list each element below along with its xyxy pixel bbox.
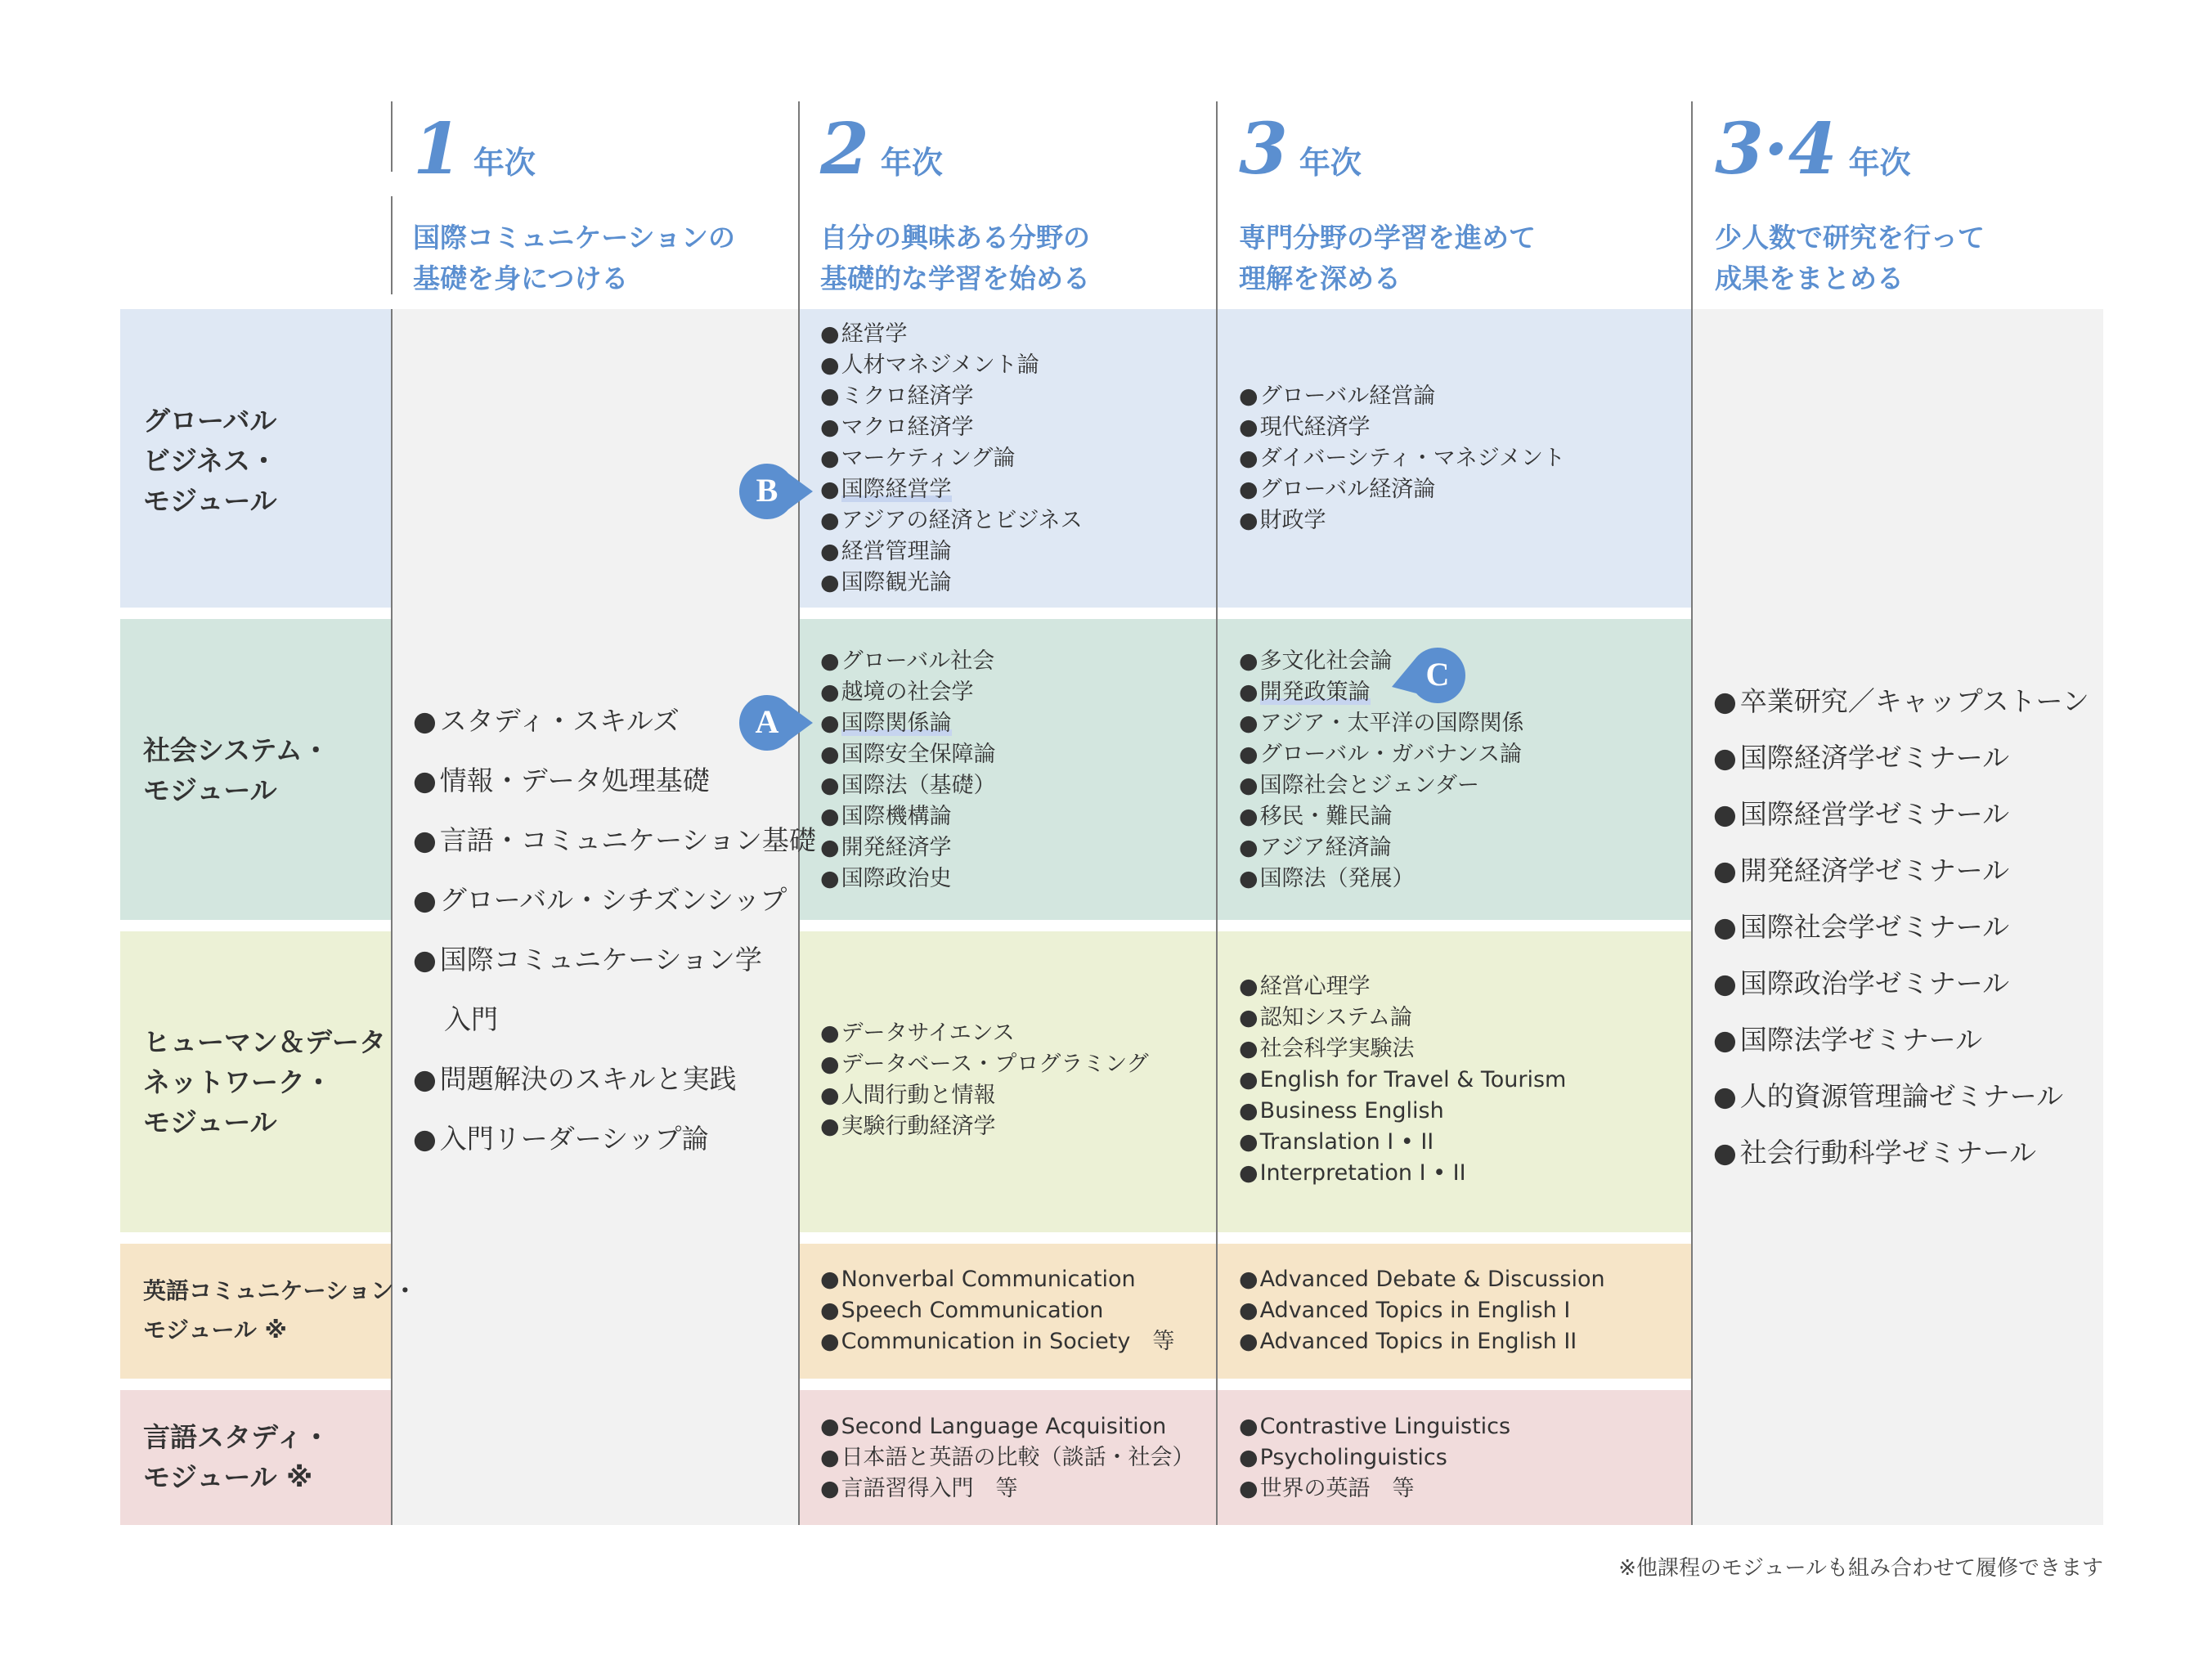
course-item: ● 国際政治学ゼミナール bbox=[1713, 955, 2089, 1011]
year34-course-list bbox=[1713, 673, 2089, 1181]
year3-english-list bbox=[1239, 1264, 1605, 1357]
course-item bbox=[1239, 677, 1523, 708]
year-subtitle: 専門分野の学習を進めて 理解を深める bbox=[1239, 222, 1536, 294]
course-item: ● ダイバーシティ・マネジメント bbox=[1239, 443, 1565, 474]
course-item: ● 認知システム論 bbox=[1239, 1002, 1566, 1034]
course-item: ● 経営管理論 bbox=[820, 536, 1083, 567]
course-item: ● グローバル経営論 bbox=[1239, 381, 1565, 412]
course-item: ● Interpretation I • II bbox=[1239, 1158, 1566, 1189]
year2-english-list bbox=[820, 1264, 1174, 1357]
course-item: ● アジアの経済とビジネス bbox=[820, 505, 1083, 536]
course-item: ● Advanced Debate & Discussion bbox=[1239, 1264, 1605, 1295]
divider bbox=[391, 196, 393, 294]
year-label: 年次 bbox=[1848, 145, 1911, 181]
course-item: ● マーケティング論 bbox=[820, 443, 1083, 474]
year1-course-list bbox=[413, 691, 816, 1168]
course-item: ● 国際経営学ゼミナール bbox=[1713, 786, 2089, 842]
callout-letter: C bbox=[1425, 656, 1450, 693]
course-item: ● 国際コミュニケーション学 入門 bbox=[413, 930, 816, 1049]
course-item: ● 財政学 bbox=[1239, 505, 1565, 536]
year3-global-business-list bbox=[1239, 381, 1565, 536]
year-subtitle: 自分の興味ある分野の 基礎的な学習を始める bbox=[820, 222, 1090, 294]
year-label: 年次 bbox=[1299, 145, 1362, 181]
module-label: ヒューマン＆データ ネットワーク・ モジュール bbox=[143, 1026, 386, 1138]
course-item: ● 国際機構論 bbox=[820, 801, 996, 832]
year3-social-system-list bbox=[1239, 646, 1523, 895]
course-item: ● Business English bbox=[1239, 1096, 1566, 1127]
year2-human-data-list bbox=[820, 1018, 1149, 1142]
course-item: ● Psycholinguistics bbox=[1239, 1442, 1510, 1473]
course-item: ● 社会行動科学ゼミナール bbox=[1713, 1124, 2089, 1181]
divider bbox=[1216, 101, 1218, 1525]
course-item: ● 国際観光論 bbox=[820, 567, 1083, 599]
course-item: ● 多文化社会論 bbox=[1239, 646, 1523, 677]
year-number: 1 bbox=[413, 108, 462, 191]
course-item: ● 経営学 bbox=[820, 319, 1083, 350]
course-item: ● 国際安全保障論 bbox=[820, 739, 996, 770]
year-subtitle: 国際コミュニケーションの 基礎を身につける bbox=[413, 222, 736, 294]
course-item: ● 入門リーダーシップ論 bbox=[413, 1109, 816, 1168]
year-label: 年次 bbox=[880, 145, 943, 181]
course-item: ● 国際経済学ゼミナール bbox=[1713, 729, 2089, 786]
course-item: ● 社会科学実験法 bbox=[1239, 1034, 1566, 1065]
course-item bbox=[820, 708, 996, 739]
year2-global-business-list bbox=[820, 319, 1083, 599]
course-item: ● 卒業研究／キャップストーン bbox=[1713, 673, 2089, 729]
course-item: ● アジア・太平洋の国際関係 bbox=[1239, 708, 1523, 739]
year-label: 年次 bbox=[473, 145, 536, 181]
callout-marker-c bbox=[1390, 646, 1467, 705]
year-header-2 bbox=[820, 108, 1090, 299]
callout-marker-a bbox=[738, 693, 814, 752]
year3-language-list bbox=[1239, 1411, 1510, 1505]
module-label: グローバル ビジネス・ モジュール bbox=[143, 405, 278, 517]
course-item: ● 人間行動と情報 bbox=[820, 1080, 1149, 1111]
course-item: ● Speech Communication bbox=[820, 1295, 1174, 1326]
course-item: ● 国際政治史 bbox=[820, 863, 996, 895]
highlighted-course: 国際関係論 bbox=[841, 711, 952, 736]
year-number: 2 bbox=[820, 108, 869, 191]
course-item: ● 実験行動経済学 bbox=[820, 1111, 1149, 1142]
course-item: ● 越境の社会学 bbox=[820, 677, 996, 708]
course-item: ● 現代経済学 bbox=[1239, 412, 1565, 443]
highlighted-course: 開発政策論 bbox=[1259, 680, 1371, 705]
course-item: ● English for Travel & Tourism bbox=[1239, 1065, 1566, 1096]
course-item: ● 国際法（基礎） bbox=[820, 770, 996, 801]
course-item: ● 世界の英語 等 bbox=[1239, 1473, 1510, 1505]
callout-marker-b bbox=[738, 462, 814, 521]
year-header-3 bbox=[1239, 108, 1536, 299]
course-item: ● 言語習得入門 等 bbox=[820, 1473, 1195, 1505]
course-item: ● Nonverbal Communication bbox=[820, 1264, 1174, 1295]
course-item: ● 国際社会学ゼミナール bbox=[1713, 899, 2089, 955]
module-label: 言語スタディ・ モジュール ※ bbox=[143, 1421, 330, 1493]
course-item: ● 情報・データ処理基礎 bbox=[413, 751, 816, 810]
year-number: 3·4 bbox=[1715, 108, 1837, 191]
course-item: ● Communication in Society 等 bbox=[820, 1326, 1174, 1357]
divider bbox=[1691, 101, 1693, 1525]
course-item: ● データベース・プログラミング bbox=[820, 1049, 1149, 1080]
course-item: ● Contrastive Linguistics bbox=[1239, 1411, 1510, 1442]
course-item: ● グローバル社会 bbox=[820, 646, 996, 677]
course-item: ● ミクロ経済学 bbox=[820, 381, 1083, 412]
year2-language-list bbox=[820, 1411, 1195, 1505]
course-item: ● 国際法学ゼミナール bbox=[1713, 1011, 2089, 1068]
year-header-1 bbox=[413, 108, 736, 299]
course-item: ● アジア経済論 bbox=[1239, 832, 1523, 863]
module-label: 社会システム・ モジュール bbox=[143, 734, 330, 806]
divider bbox=[391, 101, 393, 172]
course-item: ● Advanced Topics in English I bbox=[1239, 1295, 1605, 1326]
course-item: ● 移民・難民論 bbox=[1239, 801, 1523, 832]
course-item: ● 開発経済学 bbox=[820, 832, 996, 863]
course-item: ● 国際社会とジェンダー bbox=[1239, 770, 1523, 801]
course-item: ● 問題解決のスキルと実践 bbox=[413, 1049, 816, 1109]
course-item: ● 国際法（発展） bbox=[1239, 863, 1523, 895]
course-item: ● 日本語と英語の比較（談話・社会） bbox=[820, 1442, 1195, 1473]
callout-letter: A bbox=[755, 703, 779, 740]
course-item: ● マクロ経済学 bbox=[820, 412, 1083, 443]
course-item bbox=[820, 474, 1083, 505]
course-item: ● Second Language Acquisition bbox=[820, 1411, 1195, 1442]
course-item: ● グローバル・シチズンシップ bbox=[413, 870, 816, 930]
course-item: ● Translation I • II bbox=[1239, 1127, 1566, 1158]
course-item: ● 経営心理学 bbox=[1239, 971, 1566, 1002]
year-subtitle: 少人数で研究を行って 成果をまとめる bbox=[1715, 222, 1985, 294]
year3-human-data-list bbox=[1239, 971, 1566, 1189]
course-item: ● グローバル経済論 bbox=[1239, 474, 1565, 505]
highlighted-course: 国際経営学 bbox=[841, 477, 952, 502]
course-item: ● 人的資源管理論ゼミナール bbox=[1713, 1068, 2089, 1124]
footnote: ※他課程のモジュールも組み合わせて履修できます bbox=[1618, 1556, 2103, 1581]
course-item: ● データサイエンス bbox=[820, 1018, 1149, 1049]
course-item: ● 言語・コミュニケーション基礎 bbox=[413, 810, 816, 870]
module-label: 英語コミュニケーション・ モジュール ※ bbox=[143, 1277, 417, 1343]
year-number: 3 bbox=[1239, 108, 1288, 191]
callout-letter: B bbox=[756, 472, 778, 509]
course-item: ● Advanced Topics in English II bbox=[1239, 1326, 1605, 1357]
course-item: ● スタディ・スキルズ bbox=[413, 691, 816, 751]
year-header-34 bbox=[1715, 108, 1985, 299]
course-item: ● グローバル・ガバナンス論 bbox=[1239, 739, 1523, 770]
course-item: ● 人材マネジメント論 bbox=[820, 350, 1083, 381]
year2-social-system-list bbox=[820, 646, 996, 895]
course-item: ● 開発経済学ゼミナール bbox=[1713, 842, 2089, 899]
